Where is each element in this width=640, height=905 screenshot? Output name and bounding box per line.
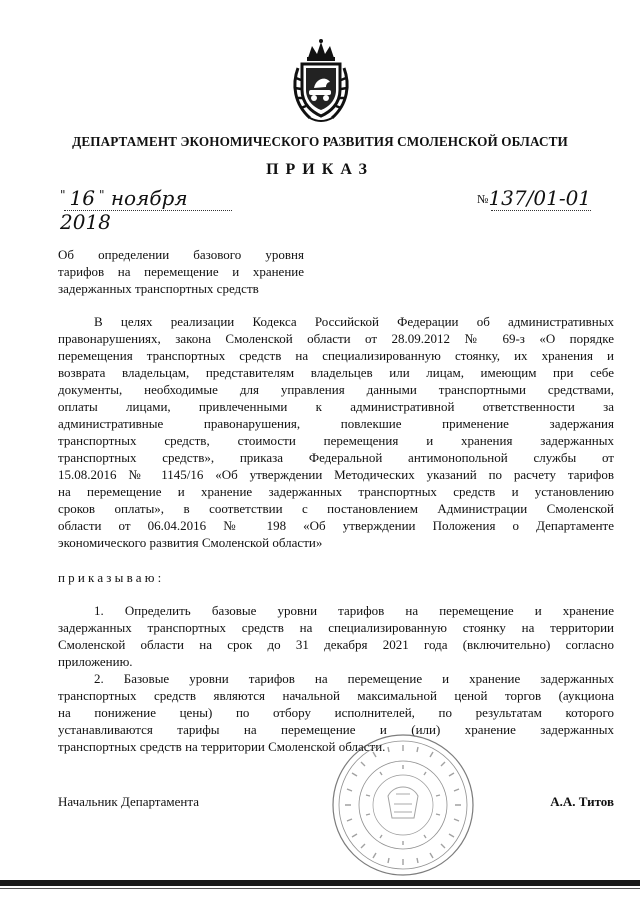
preamble-line: транспортных средств, стоимости перемещения и хранения задержанных (58, 433, 614, 448)
preamble-line: правонарушениях, закона Смоленской области от 28.09.2012 № 69-з «О порядке (58, 331, 614, 346)
preamble-line: возврата владельцам, представителям владельцев или лицам, имеющим при себе (58, 365, 614, 380)
item-line: задержанных транспортных средств на специализированную стоянку на территории (58, 620, 614, 635)
subject-line: задержанных транспортных средств (58, 281, 259, 296)
subject-line: тарифов на перемещение и хранение (58, 264, 304, 279)
preamble-line: перемещения транспортных средств на специализированную стоянку, их хранения и (58, 348, 614, 363)
item-line: 1. Определить базовые уровни тарифов на перемещение и хранение (94, 603, 614, 618)
preamble-line: области от 06.04.2016 № 198 «Об утверждении Положения о Департаменте (58, 518, 614, 533)
scan-edge-line (0, 888, 640, 889)
department-title: ДЕПАРТАМЕНТ ЭКОНОМИЧЕСКОГО РАЗВИТИЯ СМОЛЕНСКОЙ ОБЛАСТИ (72, 134, 568, 149)
order-number (477, 186, 597, 216)
preamble-line: транспортных средств», приказа Федеральной антимонопольной службы от (58, 450, 614, 465)
number-underline (491, 210, 591, 211)
scan-edge-bar (0, 880, 640, 886)
date-close-quote: " (98, 188, 105, 202)
date-day: 16 (69, 186, 95, 210)
preamble-line: В целях реализации Кодекса Российской Федерации об административных (94, 314, 614, 329)
order-number-value: 137/01-01 (488, 186, 592, 210)
item-line: устанавливаются тарифы на перемещение и (или) хранение задержанных (58, 722, 614, 737)
number-sign: № (477, 192, 489, 206)
date-underline (64, 210, 232, 211)
official-seal-stamp (330, 732, 476, 878)
preamble-line: на перемещение и хранение задержанных транспортных средств и установлению (58, 484, 614, 499)
item-line: 2. Базовые уровни тарифов на перемещение и хранение задержанных (94, 671, 614, 686)
signer-name: А.А. Титов (550, 794, 614, 809)
preamble-line: 15.08.2016 № 1145/16 «Об утверждении Методических указаний по расчету тарифов (58, 467, 614, 482)
preamble-line: сроков оплаты», в соответствии с постановлением Администрации Смоленской (58, 501, 614, 516)
subject-line: Об определении базового уровня (58, 247, 304, 262)
date-month-year: ноября 2018 (60, 186, 188, 234)
item-line: Смоленской области на срок до 31 декабря 2021 года (включительно) согласно (58, 637, 614, 652)
order-command-word: приказываю: (58, 570, 165, 585)
order-subject (58, 246, 304, 297)
coat-of-arms-emblem (290, 38, 352, 124)
preamble-line: оплаты лицами, привлеченными к административной ответственности за (58, 399, 614, 414)
item-line: на понижение цены) по отбору исполнителей, по результатам которого (58, 705, 614, 720)
date-open-quote: " (60, 188, 66, 202)
order-title: ПРИКАЗ (266, 161, 374, 178)
signer-position: Начальник Департамента (58, 794, 199, 809)
order-item-1 (58, 602, 614, 670)
preamble-line: документы, необходимые для управления данными транспортными средствами, (58, 382, 614, 397)
item-line: транспортных средств являются начальной максимальной ценой торгов (аукциона (58, 688, 614, 703)
preamble-line: административные правонарушения, повлекшие применение задержания (58, 416, 614, 431)
preamble-paragraph (58, 313, 614, 551)
item-line: транспортных средств на территории Смоленской области. (58, 739, 386, 754)
order-date (60, 186, 240, 234)
item-line: приложению. (58, 654, 133, 669)
preamble-line: экономического развития Смоленской области» (58, 535, 323, 550)
